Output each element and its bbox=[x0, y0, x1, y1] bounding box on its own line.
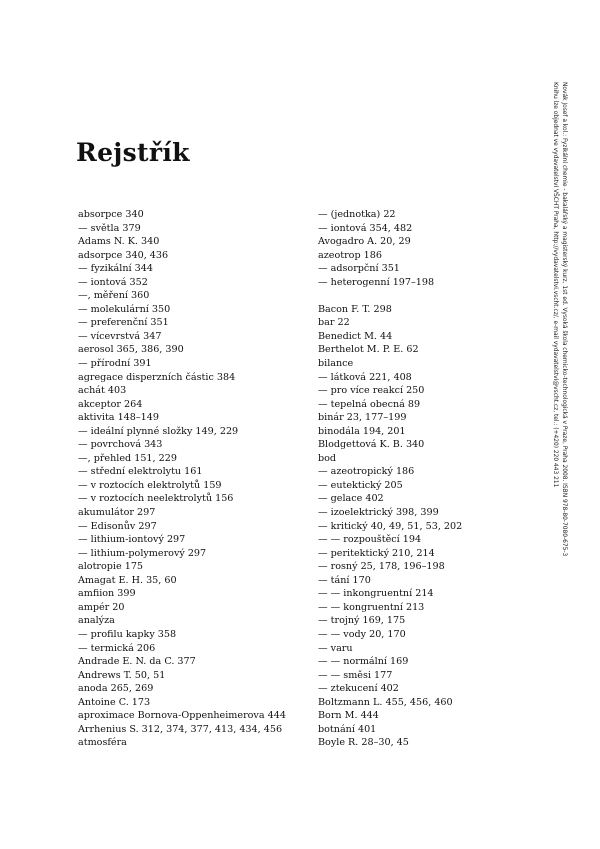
index-entry: — profilu kapky 358 bbox=[78, 628, 177, 640]
index-entry: — střední elektrolytu 161 bbox=[78, 466, 203, 478]
index-entry: — Edisonův 297 bbox=[78, 520, 157, 532]
index-entry: — přírodní 391 bbox=[78, 358, 152, 370]
index-entry: Born M. 444 bbox=[318, 710, 379, 722]
index-entry: botnání 401 bbox=[318, 723, 377, 735]
index-entry: — vícevrstvá 347 bbox=[78, 330, 162, 342]
index-entry: — azeotropický 186 bbox=[318, 466, 415, 478]
index-column-left bbox=[78, 208, 308, 750]
index-entry: —, přehled 151, 229 bbox=[78, 452, 177, 464]
index-entry: — peritektický 210, 214 bbox=[318, 547, 435, 559]
index-entry: — eutektický 205 bbox=[318, 479, 403, 491]
index-entry: — preferenční 351 bbox=[78, 317, 169, 329]
index-entry: — látková 221, 408 bbox=[318, 371, 412, 383]
index-entry: bod bbox=[318, 452, 337, 464]
index-entry bbox=[318, 289, 548, 303]
index-entry: akumulátor 297 bbox=[78, 507, 156, 519]
sidebar-line-order: Knihu lze objednat ve vydavatelství VŠCHT Praha, http://vydavatelstvi.vscht.cz/, e-mail vydavatelstvi@vscht.cz, tel.: (+420) 220 443 211 bbox=[552, 82, 559, 488]
index-entry: — izoelektrický 398, 399 bbox=[318, 507, 439, 519]
index-entry: — — normální 169 bbox=[318, 656, 409, 668]
index-entry: — adsorpční 351 bbox=[318, 263, 400, 275]
index-entry: — varu bbox=[318, 642, 353, 654]
index-entry: — molekulární 350 bbox=[78, 303, 171, 315]
index-entry: — — kongruentní 213 bbox=[318, 601, 425, 613]
publisher-sidebar-note bbox=[551, 82, 568, 702]
index-entry: aproximace Bornova-Oppenheimerova 444 bbox=[78, 710, 286, 722]
index-entry: — světla 379 bbox=[78, 222, 141, 234]
index-entry: — gelace 402 bbox=[318, 493, 384, 505]
index-entry: binár 23, 177–199 bbox=[318, 412, 407, 424]
index-entry: atmosféra bbox=[78, 737, 127, 749]
index-entry: azeotrop 186 bbox=[318, 249, 382, 261]
index-entry: analýza bbox=[78, 615, 115, 627]
index-entry: bilance bbox=[318, 358, 354, 370]
index-entry: —, měření 360 bbox=[78, 290, 150, 302]
index-entry: Benedict M. 44 bbox=[318, 330, 393, 342]
index-entry: anoda 265, 269 bbox=[78, 683, 154, 695]
index-entry: binodála 194, 201 bbox=[318, 425, 406, 437]
index-entry: — kritický 40, 49, 51, 53, 202 bbox=[318, 520, 463, 532]
index-entry: — trojný 169, 175 bbox=[318, 615, 406, 627]
index-entry: Antoine C. 173 bbox=[78, 696, 151, 708]
index-entry: ampér 20 bbox=[78, 601, 125, 613]
index-entry: Adams N. K. 340 bbox=[78, 236, 160, 248]
index-entry: aerosol 365, 386, 390 bbox=[78, 344, 184, 356]
index-entry: — lithium-polymerový 297 bbox=[78, 547, 207, 559]
index-entry: Andrade E. N. da C. 377 bbox=[78, 656, 196, 668]
index-entry: — ztekucení 402 bbox=[318, 683, 399, 695]
index-entry: Berthelot M. P. E. 62 bbox=[318, 344, 419, 356]
index-entry: — — směsi 177 bbox=[318, 669, 393, 681]
index-entry: Avogadro A. 20, 29 bbox=[318, 236, 411, 248]
index-entry: absorpce 340 bbox=[78, 209, 144, 220]
index-entry: — v roztocích elektrolytů 159 bbox=[78, 479, 222, 491]
index-entry: — pro více reakcí 250 bbox=[318, 385, 425, 397]
index-entry: — tání 170 bbox=[318, 574, 371, 586]
index-entry: achát 403 bbox=[78, 385, 127, 397]
index-entry: alotropie 175 bbox=[78, 561, 144, 573]
index-entry: Bacon F. T. 298 bbox=[318, 303, 392, 315]
index-entry: — — vody 20, 170 bbox=[318, 628, 406, 640]
index-column-right bbox=[318, 208, 548, 750]
index-entry: — termická 206 bbox=[78, 642, 156, 654]
index-entry: — — inkongruentní 214 bbox=[318, 588, 434, 600]
index-entry: — tepelná obecná 89 bbox=[318, 398, 421, 410]
index-entry: Boyle R. 28–30, 45 bbox=[318, 737, 409, 749]
index-entry: — — rozpouštěcí 194 bbox=[318, 534, 422, 546]
index-entry: Boltzmann L. 455, 456, 460 bbox=[318, 696, 453, 708]
index-entry: bar 22 bbox=[318, 317, 350, 329]
index-entry: Blodgettová K. B. 340 bbox=[318, 439, 425, 451]
index-entry: adsorpce 340, 436 bbox=[78, 249, 169, 261]
index-entry: Amagat E. H. 35, 60 bbox=[78, 574, 177, 586]
index-entry: — v roztocích neelektrolytů 156 bbox=[78, 493, 234, 505]
index-entry: amfiion 399 bbox=[78, 588, 136, 600]
index-entry: Arrhenius S. 312, 374, 377, 413, 434, 456 bbox=[78, 723, 283, 735]
index-entry: — heterogenní 197–198 bbox=[318, 276, 435, 288]
index-entry: — ideální plynné složky 149, 229 bbox=[78, 425, 239, 437]
index-entry: — (jednotka) 22 bbox=[318, 209, 396, 220]
index-entry: — lithium-iontový 297 bbox=[78, 534, 186, 546]
sidebar-line-citation: Novák Josef a kol.: Fyzikální chemie - bakalářský a magisterský kurz, 1st ed. Vysoká škola chemicko-technologická v Praze, Praha 2008. ISBN 978-80-7080-675-3 bbox=[561, 82, 567, 557]
page-title: Rejstřík bbox=[76, 138, 190, 167]
index-entry: agregace disperzních částic 384 bbox=[78, 371, 236, 383]
index-entry: — iontová 354, 482 bbox=[318, 222, 413, 234]
index-entry: — povrchová 343 bbox=[78, 439, 163, 451]
index-entry: Andrews T. 50, 51 bbox=[78, 669, 166, 681]
index-entry: — rosný 25, 178, 196–198 bbox=[318, 561, 445, 573]
index-entry: — fyzikální 344 bbox=[78, 263, 153, 275]
index-entry: — iontová 352 bbox=[78, 276, 148, 288]
index-entry: aktivita 148–149 bbox=[78, 412, 159, 424]
index-entry: akceptor 264 bbox=[78, 398, 143, 410]
